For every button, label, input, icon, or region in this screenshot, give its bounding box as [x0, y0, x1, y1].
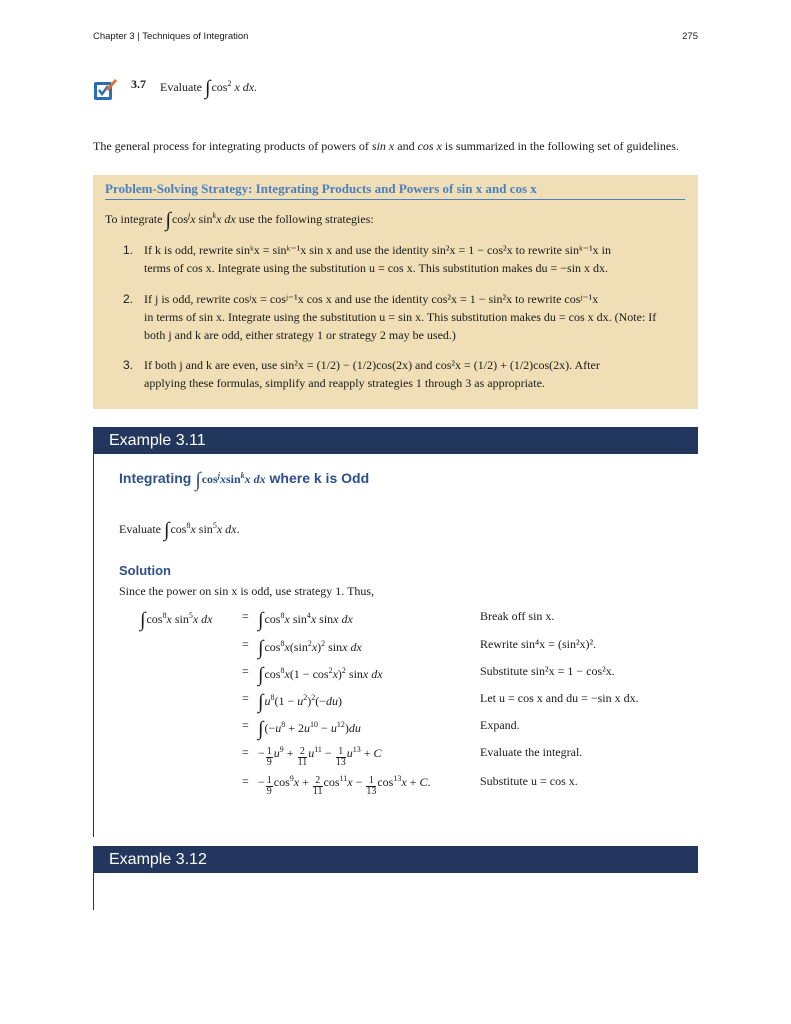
- intro-sin: sin x: [371, 139, 395, 153]
- subtitle-after: where k is Odd: [269, 470, 370, 486]
- step-note: Evaluate the integral.: [480, 745, 583, 759]
- equation-row: = − $\frac{1}{9}$ $u^9$ + $\frac{2}{11}$ $u^{11}$ − $\frac{1}{13}$ $u^{13} + C$ Evaluate the integral.: [242, 745, 583, 768]
- example-problem: Evaluate $\int\cos^8x$ $\sin^5x$ dx.: [119, 519, 240, 541]
- intro-cos: cos x: [417, 139, 442, 153]
- checkbox-pencil-icon: [93, 77, 118, 102]
- strategy-intro-after: use the following strategies:: [238, 212, 374, 226]
- step-line: applying these formulas, simplify and reapply strategies 1 through 3 as appropriate.: [144, 376, 545, 390]
- subtitle-before: Integrating: [119, 470, 192, 486]
- strategy-step-3: [123, 356, 685, 392]
- strategy-box: [93, 175, 698, 409]
- equation-row: = $\int u^8(1 - u^2)^2(-du)$ Let u = cos x and du = −sin x dx.: [242, 691, 639, 713]
- step-line: both j and k are odd, either strategy 1 or strategy 2 may be used.): [144, 328, 456, 342]
- running-header: Chapter 3 | Techniques of Integration: [93, 31, 249, 42]
- step-note: Let u = cos x and du = −sin x dx.: [480, 691, 639, 705]
- strategy-title: Problem-Solving Strategy: Integrating Products and Powers of sin x and cos x: [105, 181, 685, 200]
- equation-row: $\int\cos^8x$ $\sin^5x$ dx = $\int\cos^8x$ $\sin^4x$ sinx dx Break off sin x.: [140, 609, 555, 631]
- step-note: Rewrite sin⁴x = (sin²x)².: [480, 637, 597, 651]
- example-3-12-rule: [93, 873, 94, 910]
- page-number: 275: [682, 31, 698, 42]
- equation-row: = $\int\cos^8x(\sin^2x)^2$ sinx dx Rewrite sin⁴x = (sin²x)².: [242, 637, 597, 659]
- strategy-intro-before: To integrate: [105, 212, 163, 226]
- strategy-step-2: [123, 290, 685, 344]
- checkpoint-integrand: cos: [211, 80, 228, 94]
- intro-and: and: [397, 139, 415, 153]
- checkpoint-number: 3.7: [131, 77, 146, 91]
- step-line: If k is odd, rewrite sinᵏx = sinᵏ⁻¹x sin x and use the identity sin²x = 1 − cos²x to rewrite sinᵏ⁻¹x in: [144, 243, 611, 257]
- step-number: 3.: [123, 358, 134, 372]
- example-evaluate: Evaluate: [119, 522, 161, 536]
- step-note: Substitute sin²x = 1 − cos²x.: [480, 664, 615, 678]
- intro-paragraph: [93, 139, 703, 154]
- step-line: If j is odd, rewrite cosʲx = cosʲ⁻¹x cos x and use the identity cos²x = 1 − sin²x to rewrite cosʲ⁻¹x: [144, 292, 599, 306]
- solution-label: Solution: [119, 563, 171, 578]
- checkpoint-power: 2: [227, 79, 232, 88]
- step-note: Expand.: [480, 718, 520, 732]
- step-note: Substitute u = cos x.: [480, 774, 578, 788]
- equation-row: = $\int(-u^8 + 2u^{10} - u^{12})du$ Expand.: [242, 718, 520, 740]
- intro-before: The general process for integrating products of powers of: [93, 139, 369, 153]
- example-3-12-bar: Example 3.12: [93, 846, 698, 873]
- step-number: 1.: [123, 243, 134, 257]
- step-line: If both j and k are even, use sin²x = (1/2) − (1/2)cos(2x) and cos²x = (1/2) + (1/2)cos(2x). After: [144, 358, 600, 372]
- checkpoint-problem: Evaluate $\int\cos^2$ x dx.: [160, 77, 258, 99]
- intro-after: is summarized in the following set of guidelines.: [444, 139, 679, 153]
- checkpoint-var: x dx.: [234, 80, 258, 94]
- step-number: 2.: [123, 292, 134, 306]
- strategy-step-1: [123, 241, 685, 277]
- example-subtitle: Integrating $\int\cos^jxsin^kx$ dx where k is Odd: [119, 469, 370, 491]
- equation-row: = − $\frac{1}{9}$ $\cos^9x$ + $\frac{2}{11}$ $\cos^{11}x$ − $\frac{1}{13}$ $\cos^{13}x + C$. Substitute u = cos x.: [242, 774, 578, 797]
- step-note: Break off sin x.: [480, 609, 555, 623]
- example-3-11-rule: [93, 454, 94, 837]
- example-3-11-bar: Example 3.11: [93, 427, 698, 454]
- solution-intro: Since the power on sin x is odd, use strategy 1. Thus,: [119, 584, 375, 598]
- step-line: terms of cos x. Integrate using the substitution u = cos x. This substitution makes du = −sin x dx.: [144, 261, 609, 275]
- step-line: in terms of sin x. Integrate using the substitution u = sin x. This substitution makes du = cos x dx. (Note: If: [144, 310, 657, 324]
- equation-row: = $\int\cos^8x(1 - \cos^2x)^2$ sinx dx Substitute sin²x = 1 − cos²x.: [242, 664, 615, 686]
- checkpoint-evaluate: Evaluate: [160, 80, 202, 94]
- strategy-intro: To integrate $\int\cos^jx$ $\sin^kx$ dx use the following strategies:: [105, 209, 374, 231]
